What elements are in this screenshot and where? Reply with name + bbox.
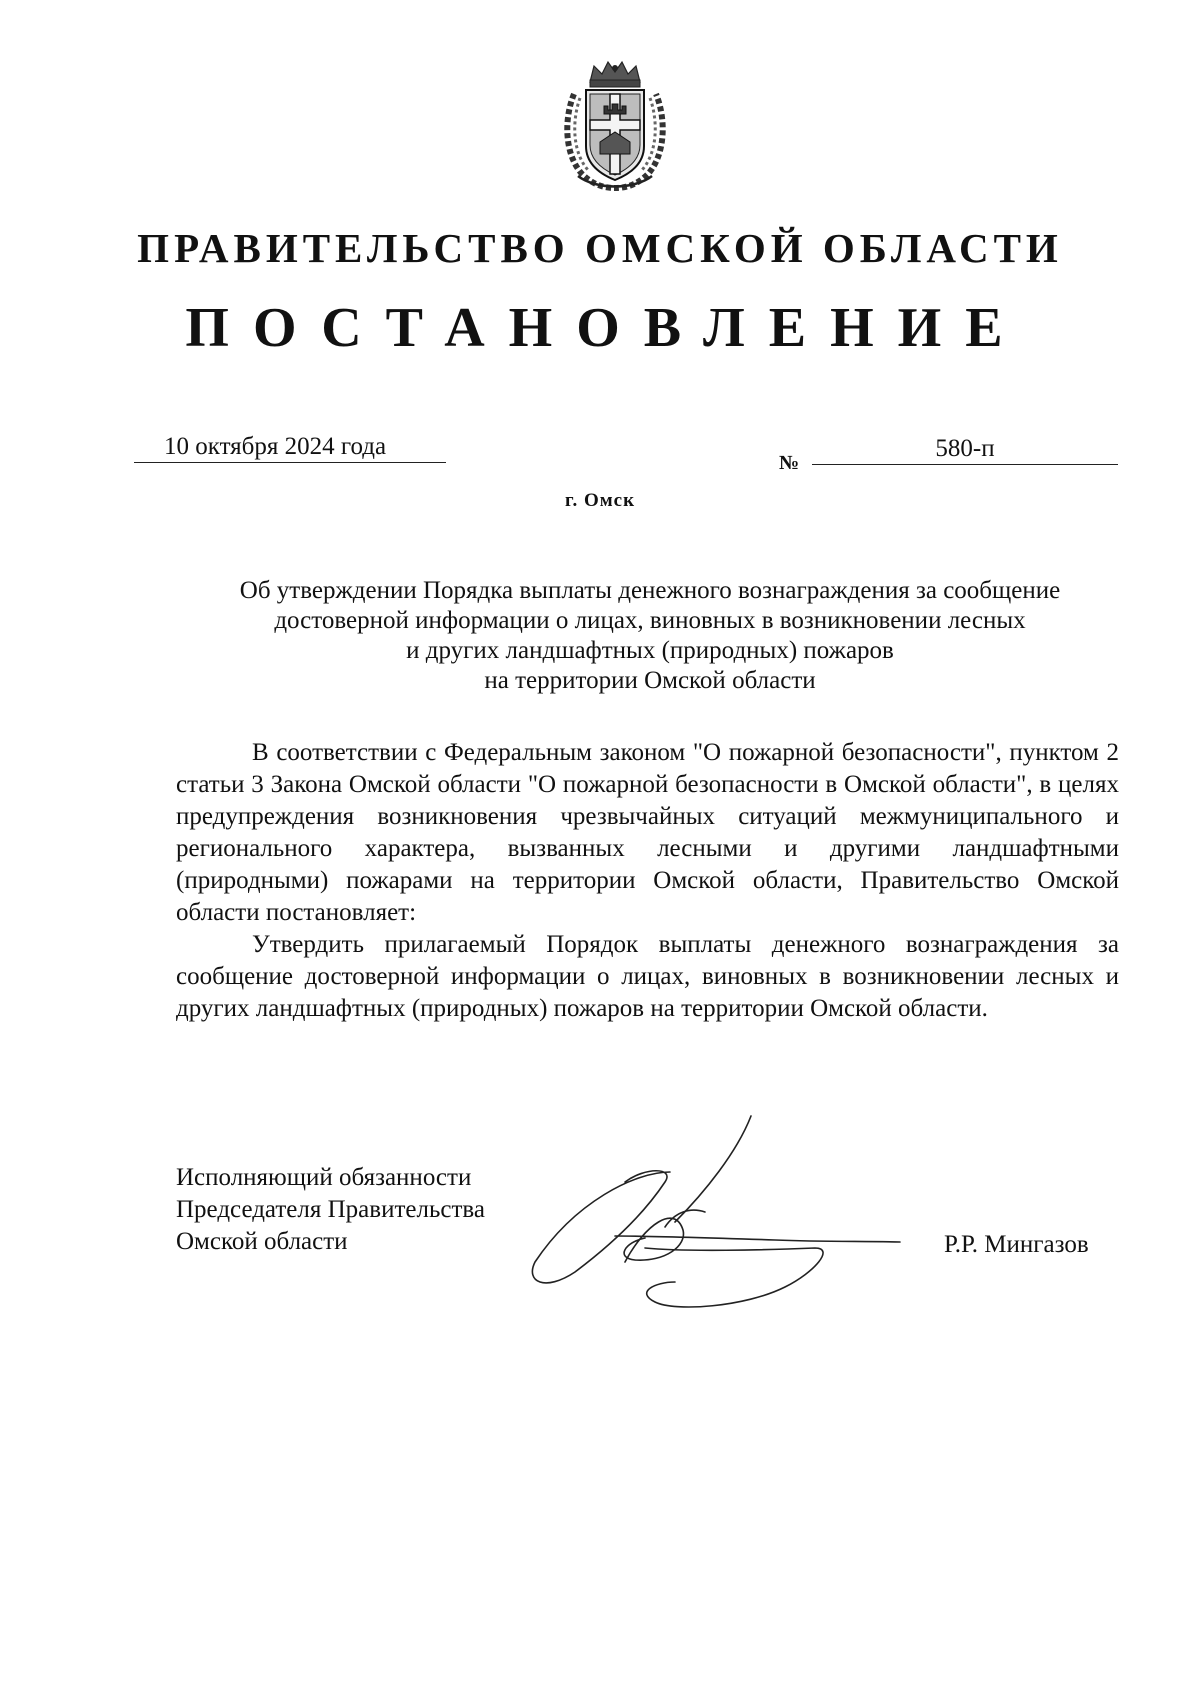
signer-name: Р.Р. Мингазов <box>944 1231 1089 1258</box>
signatory-position <box>176 1162 485 1258</box>
subject-line: достоверной информации о лицах, виновных в возникновении лесных <box>274 607 1026 634</box>
body-paragraph: В соответствии с Федеральным законом "О пожарной безопасности", пунктом 2 статьи 3 Закона Омской области "О пожарной безопасности в Омской области", в целях предупреждения возникновения чрезвычайных ситуаций межмуниципального и регионального характера, вызванных лесными и другими ландшафтными (природными) пожарами на территории Омской области, Правительство Омской области постановляет: <box>176 739 1119 926</box>
document-city: г. Омск <box>564 490 636 511</box>
subject-line: Об утверждении Порядка выплаты денежного вознаграждения за сообщение <box>239 577 1061 604</box>
document-date: 10 октября 2024 года <box>134 432 446 463</box>
position-line: Омской области <box>176 1228 348 1255</box>
handwritten-signature-icon <box>515 1112 935 1322</box>
position-line: Исполняющий обязанности <box>176 1164 472 1191</box>
position-line: Председателя Правительства <box>176 1196 485 1223</box>
subject-line: и других ландшафтных (природных) пожаров <box>406 637 894 664</box>
organization-title: ПРАВИТЕЛЬСТВО ОМСКОЙ ОБЛАСТИ <box>137 225 1063 271</box>
omsk-region-coat-of-arms-icon <box>560 58 670 192</box>
body-paragraph: Утвердить прилагаемый Порядок выплаты денежного вознаграждения за сообщение достоверной информации о лицах, виновных в возникновении лесных и других ландшафтных (природных) пожаров на территории Омской области. <box>176 931 1119 1022</box>
document-subject <box>170 576 1130 696</box>
document-number: 580-п <box>812 434 1118 465</box>
number-label: № <box>779 452 800 474</box>
document-body <box>176 737 1119 1025</box>
subject-line: на территории Омской области <box>484 667 816 694</box>
document-type-title: ПОСТАНОВЛЕНИЕ <box>185 297 1027 359</box>
